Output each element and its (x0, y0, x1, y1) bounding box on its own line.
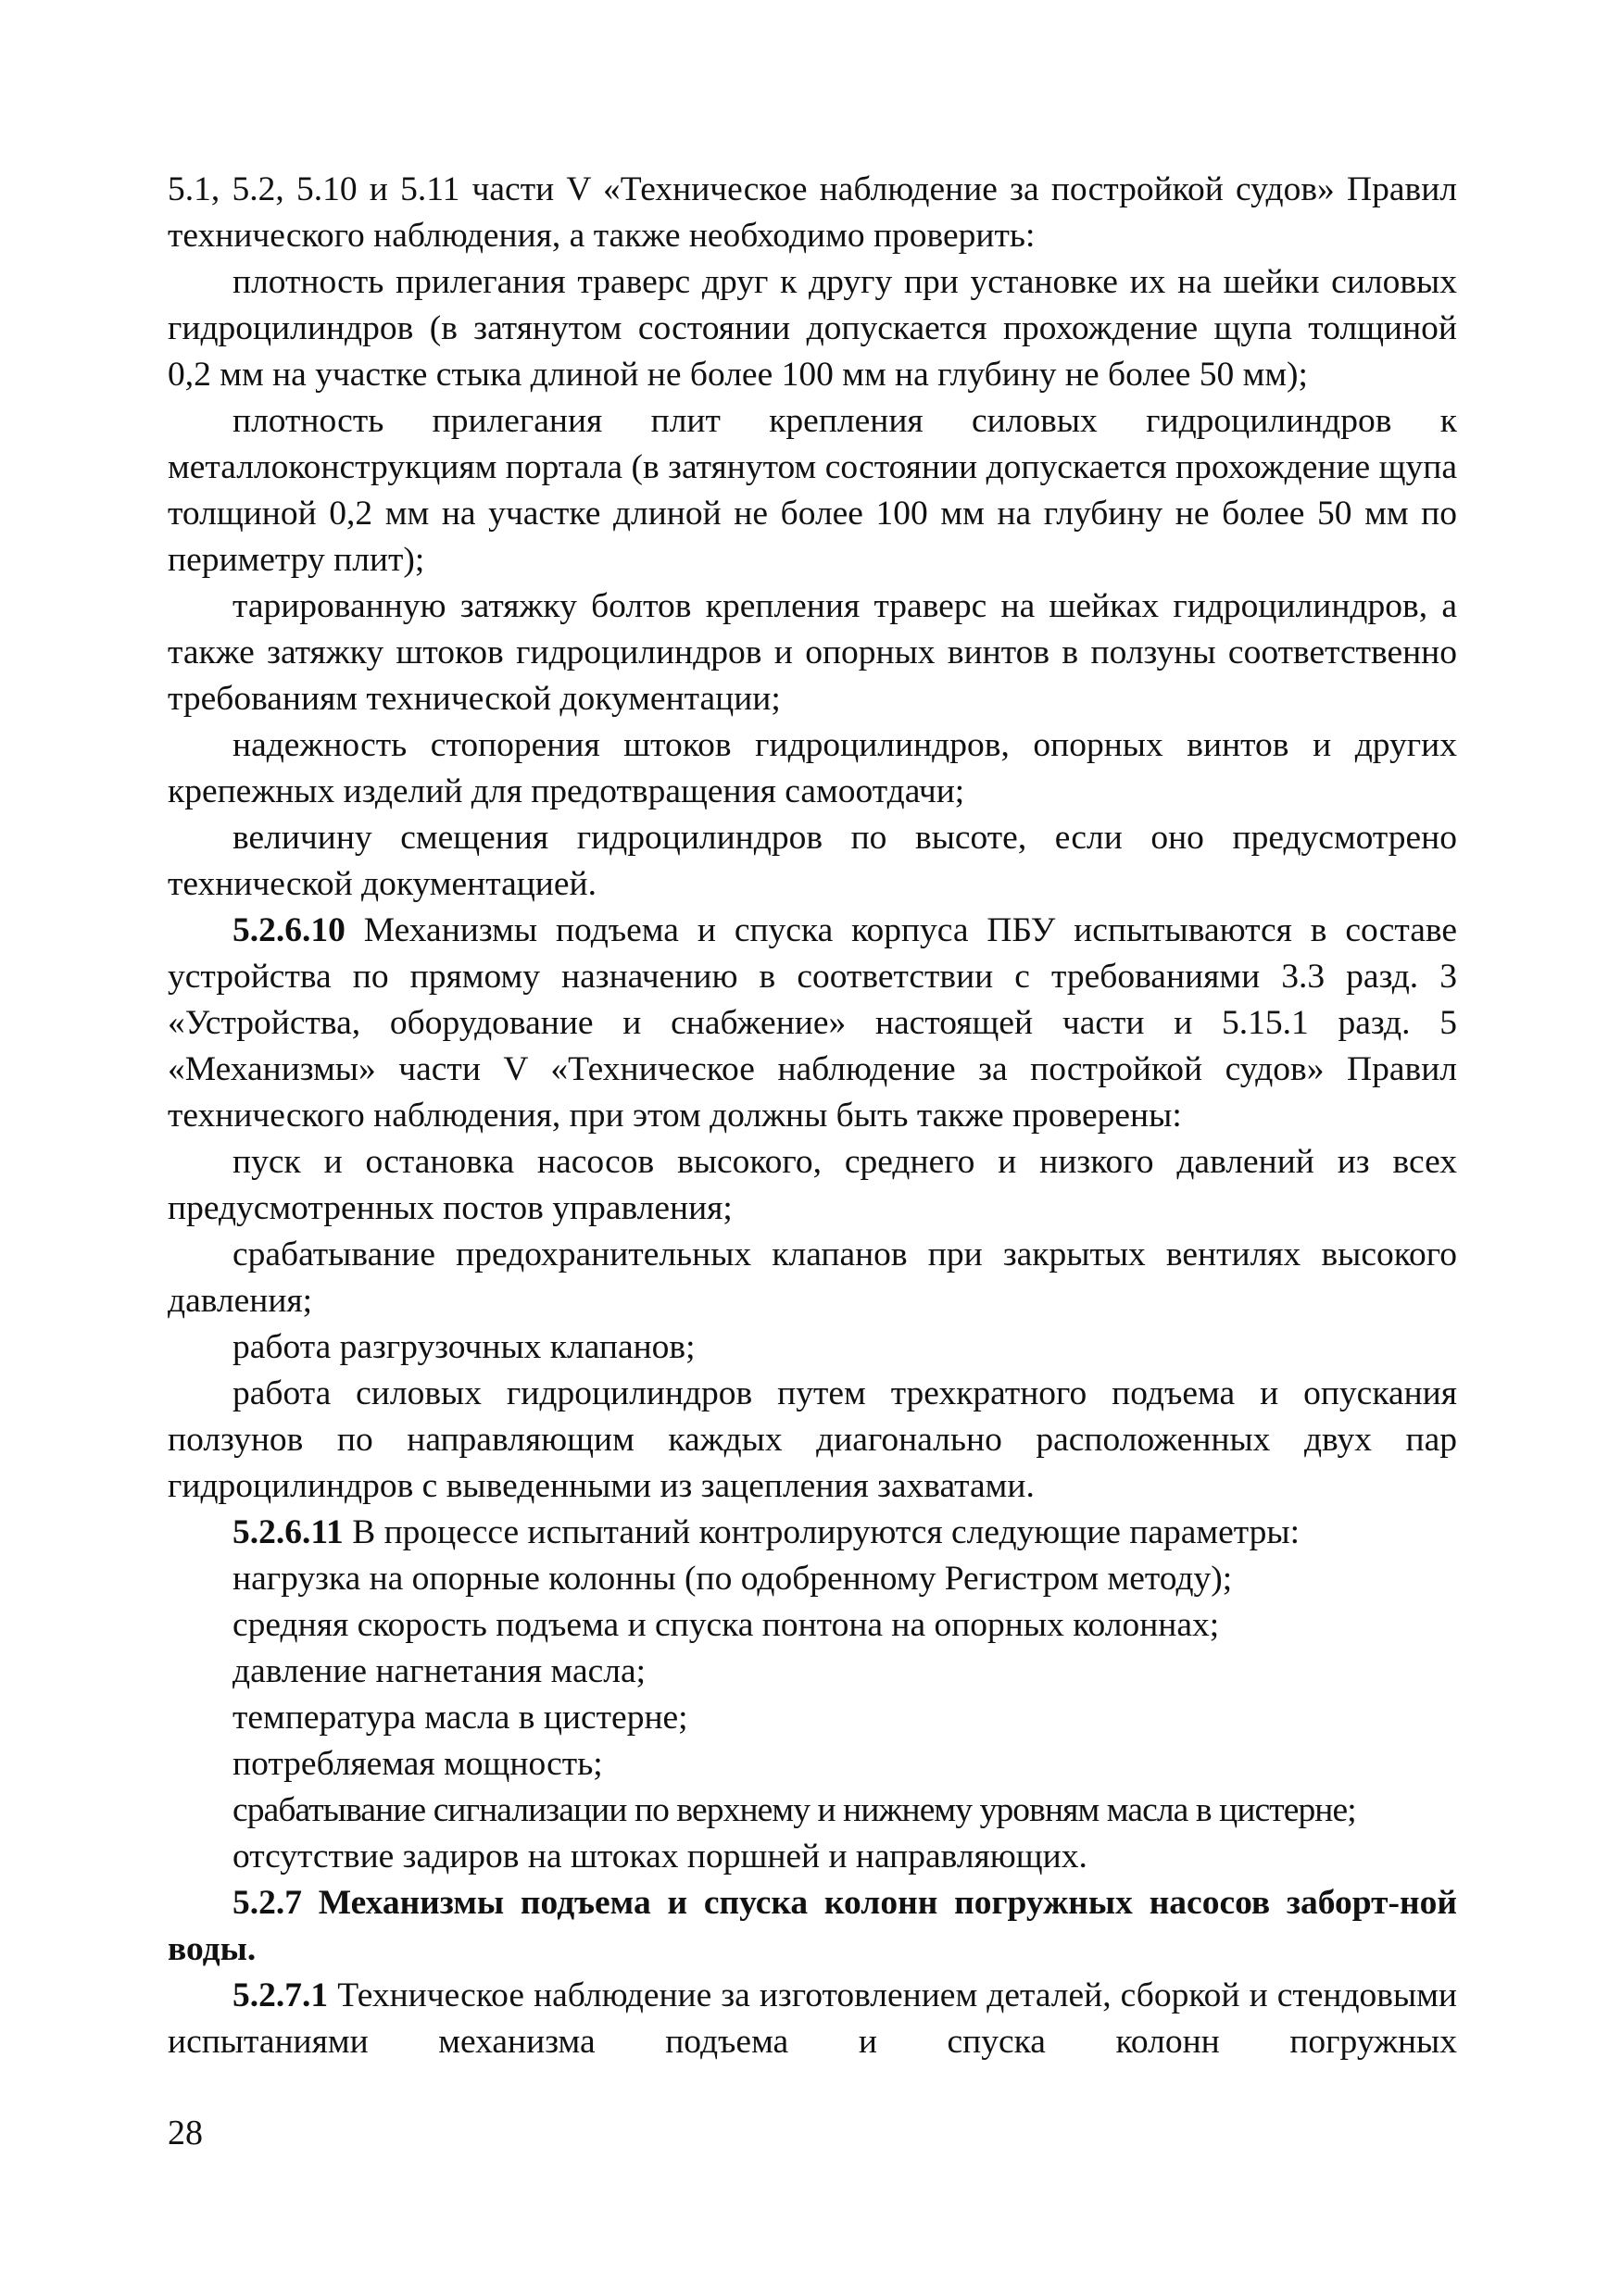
document-body (168, 167, 1457, 2065)
paragraph-pump-start: пуск и остановка насосов высокого, среднего и низкого давлений из всех предусмотренных постов управления; (168, 1143, 1457, 1227)
section-5-2-7-1: 5.2.7.1 Техническое наблюдение за изготовлением деталей, сборкой и стендовыми испытаниями механизма подъема и спуска колонн погружных (168, 1976, 1457, 2061)
section-5-2-6-10: 5.2.6.10 Механизмы подъема и спуска корпуса ПБУ испытываются в составе устройства по прямому назначению в соответствии с требованиями 3.3 разд. 3 «Устройства, оборудование и снабжение» настоящей части и 5.15.1 разд. 5 «Механизмы» части V «Техническое наблюдение за постройкой судов» Правил технического наблюдения, при этом должны быть также проверены: (168, 911, 1458, 1135)
paragraph-safety-valves: срабатывание предохранительных клапанов при закрытых вентилях высокого давления; (168, 1236, 1457, 1320)
paragraph-continuation: 5.1, 5.2, 5.10 и 5.11 части V «Техническое наблюдение за постройкой судов» Правил технического наблюдения, а также необходимо проверить: (168, 170, 1457, 255)
list-item-temperature: температура масла в цистерне; (232, 1699, 688, 1737)
list-item-scoring: отсутствие задиров на штоках поршней и направляющих. (232, 1838, 1087, 1876)
paragraph-offset: величину смещения гидроцилиндров по высоте, если оно предусмотрено технической документацией. (168, 819, 1457, 903)
paragraph-locking: надежность стопорения штоков гидроцилиндров, опорных винтов и других крепежных изделий для предотвращения самоотдачи; (168, 726, 1457, 810)
section-number: 5.2.6.10 (232, 911, 346, 949)
list-item-load: нагрузка на опорные колонны (по одобренному Регистром методу); (232, 1560, 1233, 1598)
list-item-pressure: давление нагнетания масла; (232, 1652, 647, 1690)
paragraph-unloading-valves: работа разгрузочных клапанов; (232, 1328, 696, 1366)
paragraph-plate-fit: плотность прилегания плит крепления силовых гидроцилиндров к металлоконструкциям портала (в затянутом состоянии допускается прохождение щупа толщиной 0,2 мм на участке длиной не более 100 мм на глубину не более 50 мм по периметру плит); (168, 402, 1457, 579)
section-5-2-6-11: 5.2.6.11 В процессе испытаний контролируются следующие параметры: (232, 1513, 1301, 1551)
page-number: 28 (168, 2114, 203, 2152)
paragraph-bolt-tightening: тарированную затяжку болтов крепления траверс на шейках гидроцилиндров, а также затяжку штоков гидроцилиндров и опорных винтов в ползуны соответственно требованиям технической документации; (168, 587, 1457, 718)
section-number: 5.2.6.11 (232, 1513, 344, 1551)
paragraph-traverse-fit: плотность прилегания траверс друг к другу при установке их на шейки силовых гидроцилиндров (в затянутом состоянии допускается прохождение щупа толщиной 0,2 мм на участке стыка длиной не более 100 мм на глубину не более 50 мм); (168, 263, 1457, 394)
section-heading-5-2-7: 5.2.7 Механизмы подъема и спуска колонн погружных насосов заборт-ной воды. (168, 1884, 1457, 1968)
list-item-speed: средняя скорость подъема и спуска понтона на опорных колоннах; (232, 1606, 1220, 1644)
paragraph-cylinder-operation: работа силовых гидроцилиндров путем трехкратного подъема и опускания ползунов по направляющим каждых диагонально расположенных двух пар гидроцилиндров с выведенными из зацепления захватами. (168, 1374, 1457, 1505)
section-number: 5.2.7.1 (232, 1976, 329, 2014)
list-item-power: потребляемая мощность; (232, 1745, 603, 1783)
list-item-alarm: срабатывание сигнализации по верхнему и нижнему уровням масла в цистерне; (232, 1791, 1356, 1829)
